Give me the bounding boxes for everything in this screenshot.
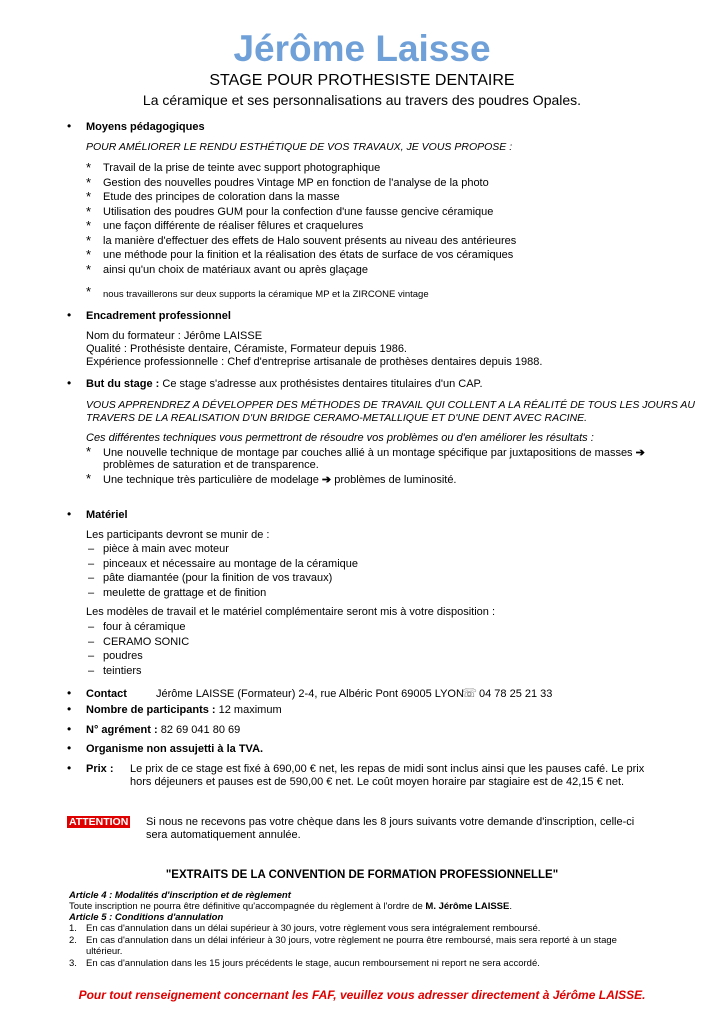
arrow-right-icon: ➔ bbox=[321, 474, 332, 486]
bullet-icon: • bbox=[67, 686, 72, 700]
materiel-item-2: poudres bbox=[103, 650, 143, 662]
materiel-intro: Les participants devront se munir de : bbox=[86, 529, 270, 541]
prix-line-2: hors déjeuners et pauses est de 590,00 € net. Le coût moyen horaire par stagiaire est de 42,15 € net. bbox=[130, 776, 625, 788]
dash-icon: – bbox=[88, 543, 95, 555]
arrow-right-icon: ➔ bbox=[635, 447, 645, 459]
prix-label: Prix : bbox=[86, 763, 114, 775]
materiel-item: pièce à main avec moteur bbox=[103, 543, 229, 555]
bullet-icon: • bbox=[67, 761, 72, 775]
dash-icon: – bbox=[88, 621, 95, 633]
convention-title: "EXTRAITS DE LA CONVENTION DE FORMATION PROFESSIONNELLE" bbox=[165, 869, 559, 881]
article-5-item: En cas d'annulation dans un délai supérieur à 30 jours, votre règlement vous sera intégralement remboursé. bbox=[86, 923, 541, 934]
asterisk-icon: * bbox=[86, 471, 92, 486]
moyens-item: Utilisation des poudres GUM pour la confection d'une fausse gencive céramique bbox=[103, 206, 494, 218]
materiel-item: pinceaux et nécessaire au montage de la céramique bbox=[103, 558, 358, 570]
materiel-heading: Matériel bbox=[86, 509, 128, 521]
phone-icon: ☏ bbox=[462, 686, 478, 700]
article-4-sentence: Toute inscription ne pourra être définitive qu'accompagnée du règlement à l'ordre de bbox=[69, 901, 423, 912]
agrement-line bbox=[86, 724, 240, 736]
article-5-num: 2. bbox=[69, 935, 77, 946]
but-italic: Ces différentes techniques vous permettront de résoudre vos problèmes ou d'en améliorer les résultats : bbox=[86, 432, 594, 444]
asterisk-icon: * bbox=[86, 189, 92, 204]
asterisk-icon: * bbox=[86, 233, 92, 248]
dash-icon: – bbox=[88, 558, 95, 570]
moyens-item: Etude des principes de coloration dans la masse bbox=[103, 191, 340, 203]
dash-icon: – bbox=[88, 572, 95, 584]
asterisk-icon: * bbox=[86, 444, 92, 459]
moyens-heading: Moyens pédagogiques bbox=[86, 121, 205, 133]
dash-icon: – bbox=[88, 636, 95, 648]
but-item-1-text: Une nouvelle technique de montage par couches allié à un montage spécifique par juxtapositions de masses bbox=[103, 447, 633, 459]
asterisk-icon: * bbox=[86, 262, 92, 277]
materiel-item-2: four à céramique bbox=[103, 621, 186, 633]
asterisk-icon: * bbox=[86, 218, 92, 233]
bullet-icon: • bbox=[67, 702, 72, 716]
bullet-icon: • bbox=[67, 741, 72, 755]
contact-value: Jérôme LAISSE (Formateur) 2-4, rue Albéric Pont 69005 LYON bbox=[156, 688, 464, 700]
encadrement-heading: Encadrement professionnel bbox=[86, 310, 231, 322]
article-5-item-continued: ultérieur. bbox=[86, 946, 123, 957]
materiel-item-2: teintiers bbox=[103, 665, 142, 677]
asterisk-icon: * bbox=[86, 204, 92, 219]
but-item-2 bbox=[103, 473, 457, 486]
bullet-icon: • bbox=[67, 119, 72, 133]
moyens-item: une façon différente de réaliser fêlures et craquelures bbox=[103, 220, 364, 232]
but-item-1 bbox=[103, 446, 645, 459]
contact-label: Contact bbox=[86, 688, 127, 700]
asterisk-icon: * bbox=[86, 160, 92, 175]
tva-note: Organisme non assujetti à la TVA. bbox=[86, 743, 264, 755]
moyens-item: ainsi qu'un choix de matériaux avant ou après glaçage bbox=[103, 264, 369, 276]
but-heading: But du stage : bbox=[86, 378, 160, 390]
bullet-icon: • bbox=[67, 308, 72, 322]
bullet-icon: • bbox=[67, 507, 72, 521]
participants-line bbox=[86, 704, 282, 716]
article-4-text: Toute inscription ne pourra être définitive qu'accompagnée du règlement à l'ordre de M. Jérôme LAISSE. bbox=[69, 901, 512, 912]
agrement-label: N° agrément : bbox=[86, 724, 158, 736]
moyens-note: nous travaillerons sur deux supports la céramique MP et la ZIRCONE vintage bbox=[103, 289, 429, 300]
article-5-num: 1. bbox=[69, 923, 77, 934]
article-4-heading: Article 4 : Modalités d'inscription et de règlement bbox=[69, 890, 291, 901]
dash-icon: – bbox=[88, 650, 95, 662]
article-4-payee: M. Jérôme LAISSE bbox=[425, 901, 510, 912]
but-text: Ce stage s'adresse aux prothésistes dentaires titulaires d'un CAP. bbox=[162, 378, 483, 390]
materiel-intro-2: Les modèles de travail et le matériel complémentaire seront mis à votre disposition : bbox=[86, 606, 496, 618]
stage-subtitle: STAGE POUR PROTHESISTE DENTAIRE bbox=[209, 72, 515, 89]
materiel-item: meulette de grattage et de finition bbox=[103, 587, 267, 599]
dash-icon: – bbox=[88, 665, 95, 677]
but-item-1-continued: problèmes de saturation et de transparence. bbox=[103, 459, 319, 471]
but-item-2-text: Une technique très particulière de modelage bbox=[103, 474, 319, 486]
participants-value: 12 maximum bbox=[218, 704, 282, 716]
formateur-experience: Expérience professionnelle : Chef d'entreprise artisanale de prothèses dentaires depuis 1988. bbox=[86, 356, 543, 368]
but-caps-2: TRAVERS DE LA REALISATION D'UN BRIDGE CERAMO-METALLIQUE ET D'UNE DENT AVEC RACINE. bbox=[86, 412, 588, 424]
asterisk-icon: * bbox=[86, 247, 92, 262]
prix-line-1: Le prix de ce stage est fixé à 690,00 € net, les repas de midi sont inclus ainsi que les pauses café. Le prix bbox=[130, 763, 645, 775]
asterisk-icon: * bbox=[86, 175, 92, 190]
moyens-item: Gestion des nouvelles poudres Vintage MP en fonction de l'analyse de la photo bbox=[103, 177, 489, 189]
asterisk-icon: * bbox=[86, 284, 92, 299]
moyens-intro: POUR AMÉLIORER LE RENDU ESTHÉTIQUE DE VOS TRAVAUX, JE VOUS PROPOSE : bbox=[86, 141, 513, 153]
but-caps-1: VOUS APPRENDREZ A DÉVELOPPER DES MÉTHODES DE TRAVAIL QUI COLLENT A LA RÉALITÉ DE TOUS LES JOURS AU bbox=[86, 399, 695, 411]
contact-phone: 04 78 25 21 33 bbox=[479, 688, 553, 700]
faf-footer-note: Pour tout renseignement concernant les FAF, veuillez vous adresser directement à Jérôme LAISSE. bbox=[78, 988, 646, 1002]
article-5-heading: Article 5 : Conditions d'annulation bbox=[69, 912, 224, 923]
participants-label: Nombre de participants : bbox=[86, 704, 216, 716]
materiel-item: pâte diamantée (pour la finition de vos travaux) bbox=[103, 572, 333, 584]
author-name-title: Jérôme Laisse bbox=[233, 28, 491, 69]
but-line bbox=[86, 378, 483, 390]
but-item-2-result: problèmes de luminosité. bbox=[334, 474, 457, 486]
agrement-value: 82 69 041 80 69 bbox=[160, 724, 241, 736]
formateur-name: Nom du formateur : Jérôme LAISSE bbox=[86, 330, 263, 342]
article-5-item: En cas d'annulation dans les 15 jours précédents le stage, aucun remboursement ni report ne sera accordé. bbox=[86, 958, 540, 969]
attention-badge: ATTENTION bbox=[69, 816, 129, 828]
attention-line-2: sera automatiquement annulée. bbox=[146, 829, 301, 841]
formateur-qualite: Qualité : Prothésiste dentaire, Céramiste, Formateur depuis 1986. bbox=[86, 343, 407, 355]
article-5-num: 3. bbox=[69, 958, 77, 969]
moyens-item: une méthode pour la finition et la réalisation des états de surface de vos céramiques bbox=[103, 249, 514, 261]
materiel-item-2: CERAMO SONIC bbox=[103, 636, 190, 648]
dash-icon: – bbox=[88, 587, 95, 599]
bullet-icon: • bbox=[67, 722, 72, 736]
article-5-item: En cas d'annulation dans un délai inférieur à 30 jours, votre règlement ne pourra être remboursé, mais sera reporté à un stage bbox=[86, 935, 617, 946]
stage-tagline: La céramique et ses personnalisations au travers des poudres Opales. bbox=[142, 92, 582, 108]
bullet-icon: • bbox=[67, 376, 72, 390]
moyens-item: la manière d'effectuer des effets de Halo souvent présents au niveau des antérieures bbox=[103, 235, 517, 247]
moyens-item: Travail de la prise de teinte avec support photographique bbox=[103, 162, 381, 174]
attention-line-1: Si nous ne recevons pas votre chèque dans les 8 jours suivants votre demande d'inscription, celle-ci bbox=[146, 816, 635, 828]
